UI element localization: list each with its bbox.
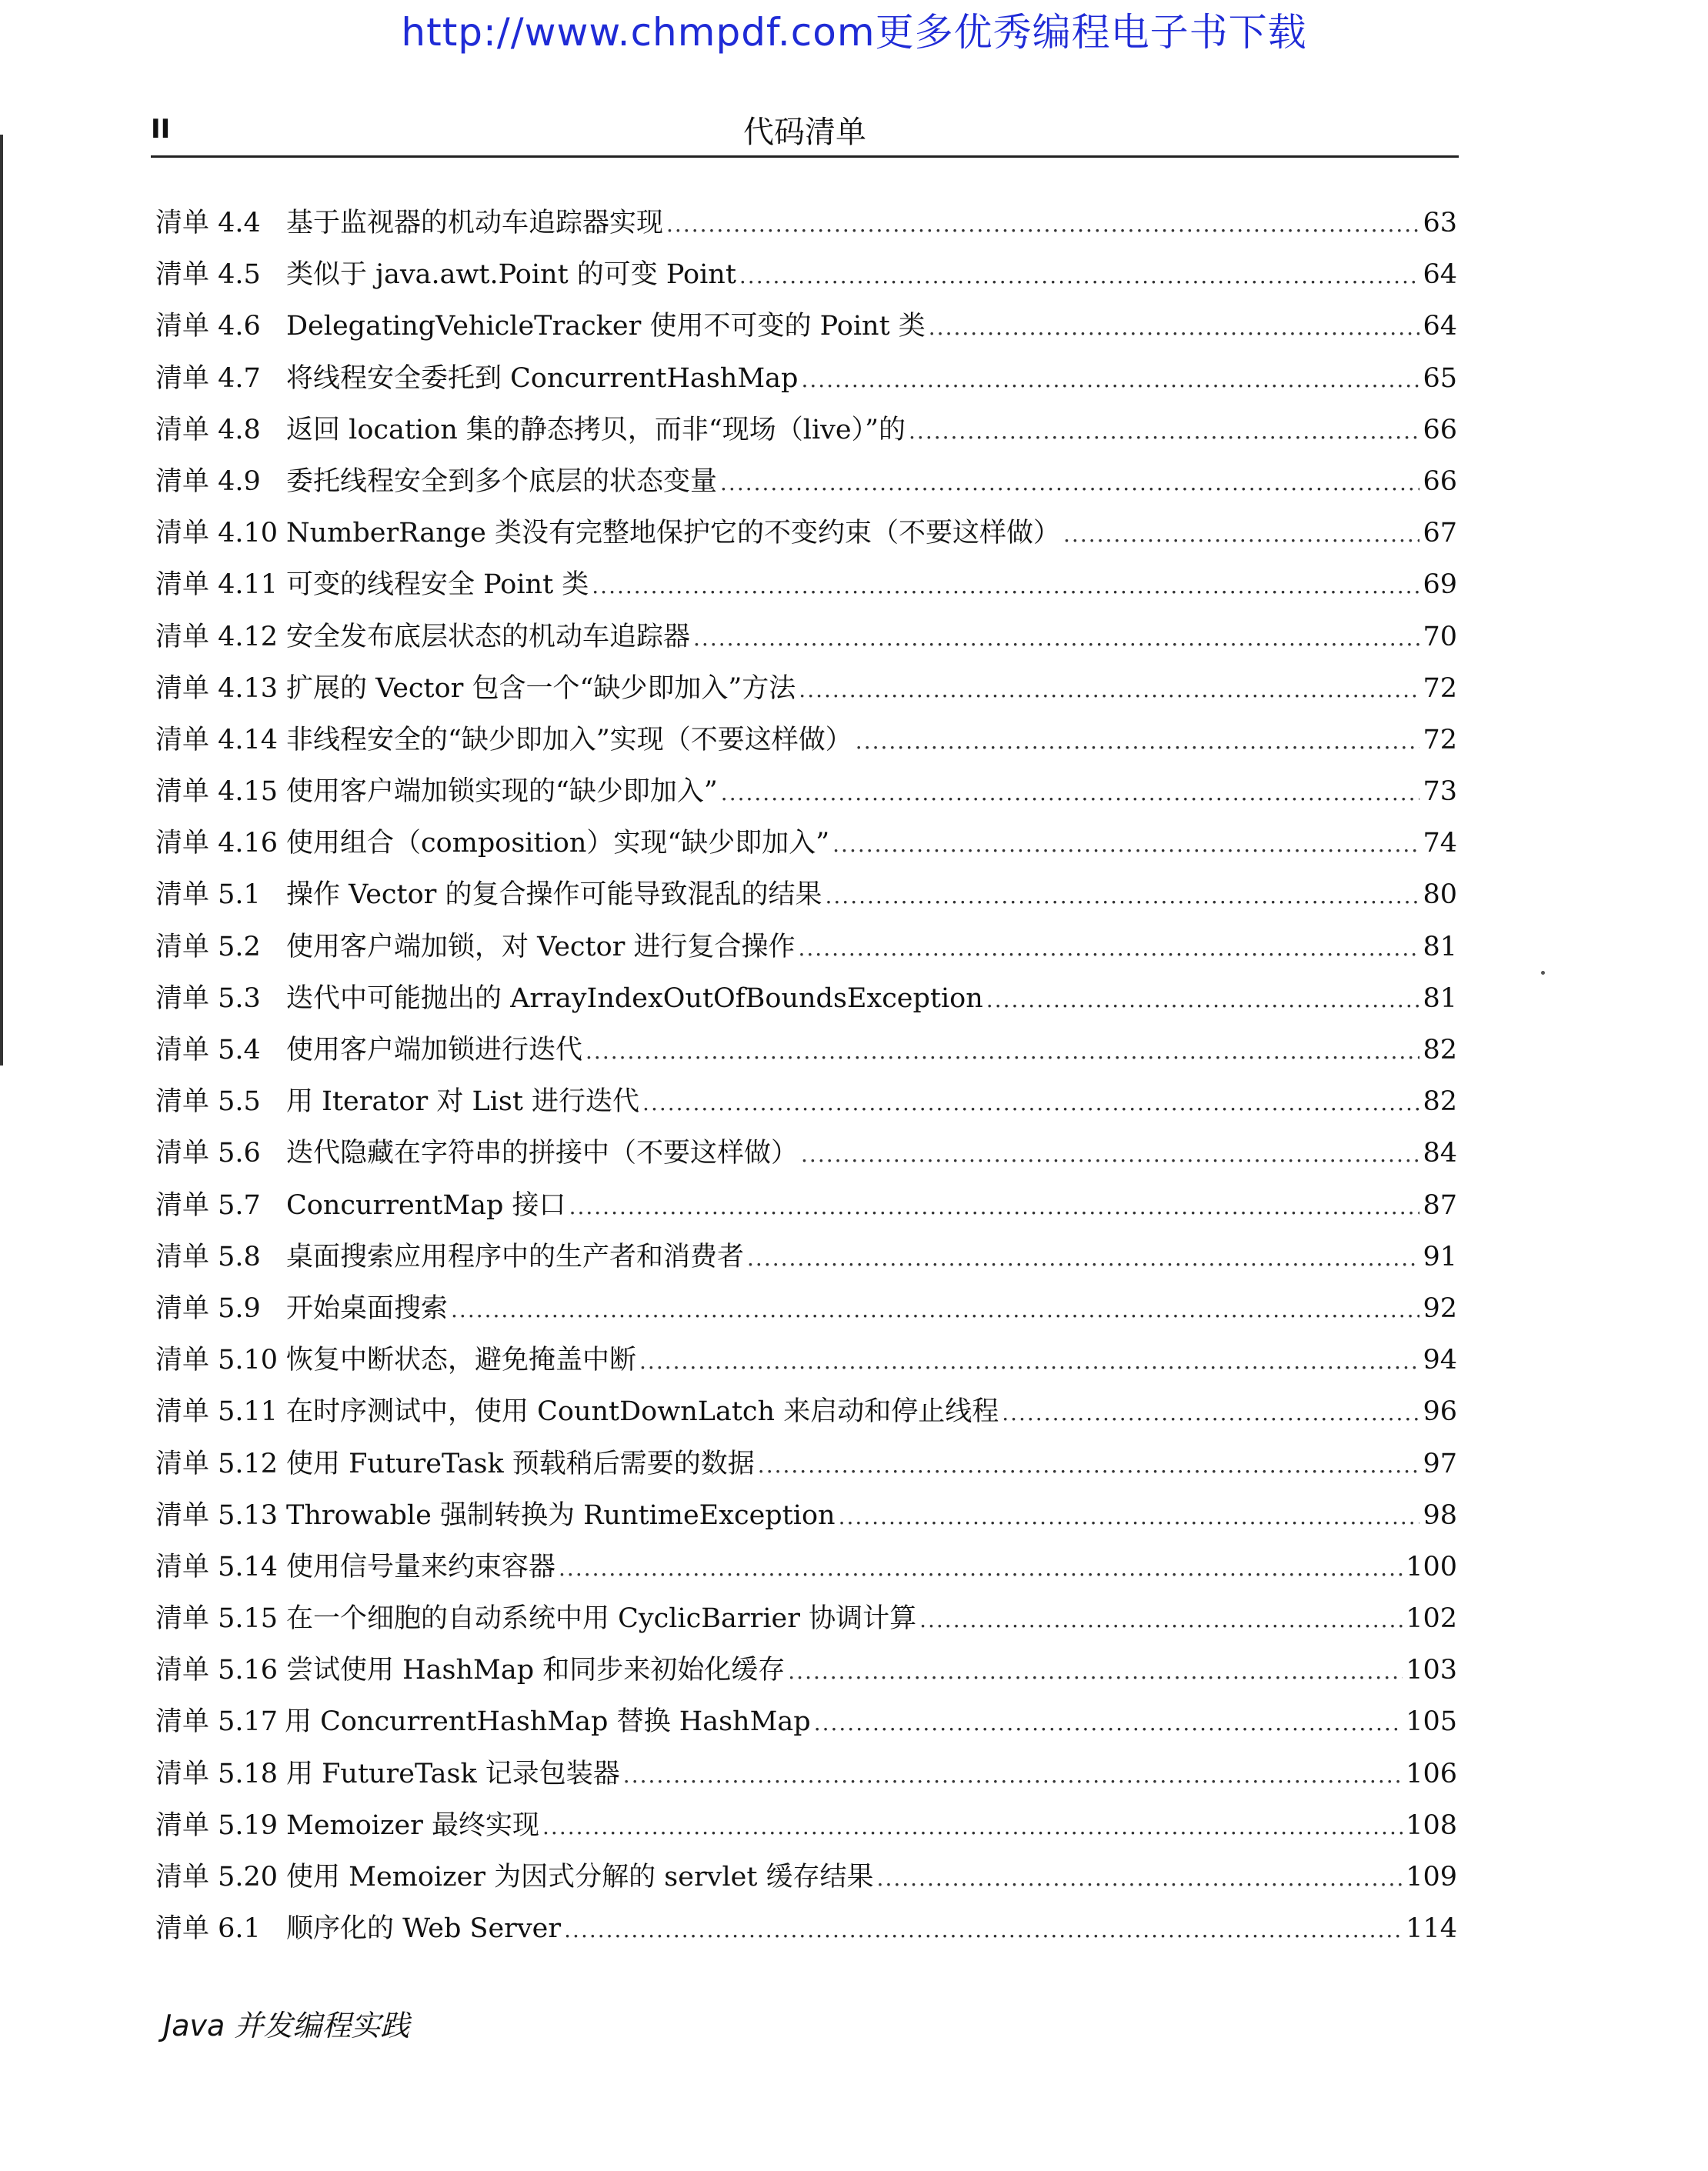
- toc-entry-page: 103: [1406, 1655, 1457, 1686]
- toc-entry: [155, 1700, 1457, 1752]
- toc-entry-page: 108: [1406, 1809, 1457, 1841]
- toc-entry-label: 清单 4.15: [155, 776, 279, 808]
- toc-entry-page: 91: [1423, 1241, 1457, 1272]
- toc-entry-page: 106: [1406, 1758, 1457, 1789]
- toc-entry: [155, 1029, 1457, 1080]
- dot-leader: [801, 367, 1419, 392]
- dot-leader: [747, 1246, 1419, 1271]
- toc-entry-label: 清单 5.20: [155, 1862, 279, 1893]
- toc-entry: [155, 770, 1457, 822]
- dot-leader: [919, 1607, 1403, 1632]
- dot-leader: [720, 470, 1419, 495]
- toc-entry-page: 81: [1423, 931, 1457, 962]
- toc-entry-page: 74: [1423, 828, 1457, 859]
- toc-entry-title: 恢复中断状态，避免掩盖中断: [286, 1345, 637, 1376]
- dot-leader: [826, 883, 1420, 909]
- toc-entry: [155, 1236, 1457, 1287]
- running-title: 代码清单: [743, 115, 866, 150]
- toc-entry-page: 65: [1423, 362, 1457, 394]
- toc-entry-label: 清单 5.3: [155, 982, 261, 1014]
- toc-entry-title: 使用客户端加锁进行迭代: [286, 1035, 583, 1065]
- toc-entry-label: 清单 5.16: [155, 1655, 279, 1686]
- toc-entry-title: 使用 FutureTask 预载稍后需要的数据: [286, 1448, 755, 1479]
- scan-edge-line: [0, 135, 3, 1065]
- dot-leader: [814, 1710, 1403, 1736]
- dot-leader: [666, 212, 1419, 237]
- toc-entry: [155, 977, 1457, 1029]
- toc-entry-label: 清单 5.11: [155, 1396, 279, 1428]
- toc-entry: [155, 822, 1457, 873]
- toc-entry-title: 顺序化的 Web Server: [286, 1913, 562, 1945]
- page-header: [151, 108, 1459, 157]
- toc-entry-title: Memoizer 最终实现: [286, 1809, 540, 1841]
- toc-entry: [155, 253, 1457, 305]
- toc-entry: [155, 1287, 1457, 1339]
- toc-entry: [155, 1907, 1457, 1959]
- toc-entry-page: 72: [1423, 672, 1457, 704]
- toc-entry-page: 82: [1423, 1086, 1457, 1118]
- toc-entry-title: 可变的线程安全 Point 类: [286, 569, 589, 601]
- watermark-url: http://www.chmpdf.com更多优秀编程电子书下载: [401, 10, 1307, 55]
- toc-entry-title: 操作 Vector 的复合操作可能导致混乱的结果: [286, 879, 822, 911]
- toc-entry-page: 67: [1423, 518, 1457, 549]
- toc-entry-title: 将线程安全委托到 ConcurrentHashMap: [286, 362, 799, 394]
- toc-entry-page: 96: [1423, 1396, 1457, 1428]
- toc-entry-page: 97: [1423, 1448, 1457, 1479]
- toc-entry-page: 80: [1423, 879, 1457, 911]
- toc-entry-title: NumberRange 类没有完整地保护它的不变约束（不要这样做）: [286, 518, 1061, 549]
- toc-entry: [155, 357, 1457, 409]
- toc-entry-page: 72: [1423, 724, 1457, 755]
- dot-leader: [856, 729, 1420, 754]
- toc-entry-title: 在时序测试中，使用 CountDownLatch 来启动和停止线程: [286, 1396, 999, 1428]
- toc-entry-page: 87: [1423, 1189, 1457, 1221]
- toc-entry-label: 清单 5.6: [155, 1138, 261, 1169]
- toc-entry-label: 清单 4.16: [155, 828, 279, 859]
- toc-entry-label: 清单 4.10: [155, 518, 279, 549]
- dot-leader: [801, 1142, 1419, 1167]
- toc-entry-page: 70: [1423, 621, 1457, 652]
- toc-entry-label: 清单 5.2: [155, 931, 261, 962]
- toc-entry-title: 使用客户端加锁实现的“缺少即加入”: [286, 776, 718, 808]
- toc-entry-title: 委托线程安全到多个底层的状态变量: [286, 465, 718, 497]
- toc-entry-title: 用 Iterator 对 List 进行迭代: [286, 1086, 640, 1118]
- toc-entry: [155, 1494, 1457, 1546]
- toc-entry: [155, 202, 1457, 253]
- dot-leader: [877, 1866, 1403, 1891]
- dot-leader: [564, 1917, 1403, 1943]
- toc-entry-title: 扩展的 Vector 包含一个“缺少即加入”方法: [286, 672, 796, 704]
- toc-entry-label: 清单 4.6: [155, 311, 261, 342]
- dot-leader: [929, 315, 1420, 340]
- dot-leader: [986, 987, 1420, 1012]
- toc-entry-page: 64: [1423, 259, 1457, 291]
- toc-entry-title: 在一个细胞的自动系统中用 CyclicBarrier 协调计算: [286, 1603, 917, 1635]
- toc-entry-page: 98: [1423, 1499, 1457, 1531]
- dot-leader: [832, 832, 1419, 857]
- toc-entry-label: 清单 4.4: [155, 208, 261, 238]
- dot-leader: [639, 1349, 1419, 1374]
- toc-entry-title: 用 ConcurrentHashMap 替换 HashMap: [285, 1706, 811, 1738]
- toc-entry-page: 105: [1406, 1706, 1457, 1738]
- toc-entry-label: 清单 5.19: [155, 1809, 279, 1841]
- toc-entry-page: 109: [1406, 1862, 1457, 1893]
- toc-entry: [155, 719, 1457, 770]
- toc-entry-title: 使用客户端加锁，对 Vector 进行复合操作: [286, 931, 796, 962]
- toc-entry: [155, 1442, 1457, 1494]
- toc-entry-title: Throwable 强制转换为 RuntimeException: [286, 1499, 836, 1531]
- toc-entry-title: 使用组合（composition）实现“缺少即加入”: [286, 828, 830, 859]
- toc-entry-label: 清单 4.12: [155, 621, 279, 652]
- toc-entry-page: 84: [1423, 1138, 1457, 1169]
- toc-entry-label: 清单 4.9: [155, 465, 261, 497]
- toc-entry-label: 清单 5.13: [155, 1499, 279, 1531]
- toc-entry-title: 安全发布底层状态的机动车追踪器: [286, 621, 691, 652]
- toc-entry: [155, 873, 1457, 925]
- toc-entry-page: 69: [1423, 569, 1457, 601]
- dot-leader: [1002, 1400, 1419, 1426]
- toc-entry-label: 清单 5.17: [155, 1706, 279, 1738]
- toc-entry-page: 100: [1406, 1551, 1457, 1582]
- toc-entry: [155, 667, 1457, 719]
- toc-entry-label: 清单 5.9: [155, 1292, 261, 1324]
- dot-leader: [758, 1452, 1420, 1478]
- toc-entry-page: 92: [1423, 1292, 1457, 1324]
- toc-entry-label: 清单 4.13: [155, 672, 279, 704]
- toc-entry: [155, 409, 1457, 460]
- scan-speck: [1541, 971, 1545, 975]
- toc-entry: [155, 1752, 1457, 1804]
- toc-entry-page: 73: [1423, 776, 1457, 808]
- toc-entry-title: ConcurrentMap 接口: [286, 1189, 566, 1221]
- toc-entry: [155, 1080, 1457, 1132]
- toc-entry: [155, 512, 1457, 563]
- toc-entry-title: 迭代中可能抛出的 ArrayIndexOutOfBoundsException: [286, 982, 983, 1014]
- toc-entry-label: 清单 4.7: [155, 362, 261, 394]
- dot-leader: [569, 1194, 1420, 1219]
- toc-entry: [155, 460, 1457, 512]
- toc-entry-page: 82: [1423, 1035, 1457, 1065]
- toc-entry-label: 清单 5.15: [155, 1603, 279, 1635]
- dot-leader: [799, 677, 1419, 702]
- toc-entry-title: 使用 Memoizer 为因式分解的 servlet 缓存结果: [286, 1862, 874, 1893]
- toc-entry-label: 清单 5.7: [155, 1189, 261, 1221]
- dot-leader: [542, 1814, 1403, 1839]
- toc-entry-label: 清单 5.10: [155, 1345, 279, 1376]
- dot-leader: [721, 780, 1420, 805]
- dot-leader: [788, 1659, 1403, 1684]
- toc-entry-title: 开始桌面搜索: [286, 1292, 449, 1324]
- toc-entry-page: 114: [1406, 1913, 1457, 1945]
- toc-entry-label: 清单 5.12: [155, 1448, 279, 1479]
- toc-entry-page: 81: [1423, 982, 1457, 1014]
- dot-leader: [839, 1504, 1420, 1529]
- book-title: Java 并发编程实践: [163, 2009, 410, 2043]
- toc-entry: [155, 1804, 1457, 1856]
- page-number: II: [151, 114, 171, 145]
- toc-entry-title: DelegatingVehicleTracker 使用不可变的 Point 类: [286, 311, 926, 342]
- toc-entry-title: 返回 location 集的静态拷贝，而非“现场（live）”的: [286, 414, 906, 445]
- toc-entry-page: 66: [1423, 465, 1457, 497]
- toc-entry: [155, 1597, 1457, 1649]
- toc-entry: [155, 925, 1457, 977]
- toc-entry-title: 尝试使用 HashMap 和同步来初始化缓存: [286, 1655, 786, 1686]
- toc-entry-label: 清单 4.5: [155, 259, 261, 291]
- toc-entry-label: 清单 5.14: [155, 1551, 279, 1582]
- toc-entry-label: 清单 5.8: [155, 1241, 261, 1272]
- toc-entry-page: 66: [1423, 414, 1457, 445]
- toc-entry-label: 清单 4.11: [155, 569, 279, 601]
- dot-leader: [559, 1556, 1403, 1581]
- toc-entry-label: 清单 5.4: [155, 1035, 261, 1065]
- dot-leader: [909, 419, 1419, 444]
- toc-entry-page: 63: [1423, 208, 1457, 238]
- toc-entry-page: 94: [1423, 1345, 1457, 1376]
- toc-entry-label: 清单 4.8: [155, 414, 261, 445]
- toc-entry: [155, 1132, 1457, 1183]
- dot-leader: [451, 1297, 1419, 1322]
- dot-leader: [799, 935, 1420, 961]
- toc-entry: [155, 1856, 1457, 1907]
- toc-entry-title: 使用信号量来约束容器: [286, 1551, 556, 1582]
- toc-entry-label: 清单 6.1: [155, 1913, 261, 1945]
- toc-entry-title: 非线程安全的“缺少即加入”实现（不要这样做）: [286, 724, 852, 755]
- listing-index: [155, 202, 1457, 1959]
- dot-leader: [739, 263, 1420, 288]
- dot-leader: [585, 1039, 1419, 1064]
- toc-entry-label: 清单 5.5: [155, 1086, 261, 1118]
- dot-leader: [642, 1090, 1419, 1116]
- toc-entry: [155, 563, 1457, 615]
- toc-entry-page: 102: [1406, 1603, 1457, 1635]
- toc-entry: [155, 1339, 1457, 1390]
- dot-leader: [592, 573, 1419, 599]
- toc-entry: [155, 1649, 1457, 1700]
- toc-entry-title: 桌面搜索应用程序中的生产者和消费者: [286, 1241, 745, 1272]
- toc-entry: [155, 1390, 1457, 1442]
- toc-entry-label: 清单 5.18: [155, 1758, 279, 1789]
- dot-leader: [623, 1762, 1403, 1788]
- dot-leader: [693, 625, 1419, 651]
- toc-entry-title: 基于监视器的机动车追踪器实现: [286, 208, 664, 238]
- header-rule: [151, 155, 1459, 158]
- toc-entry: [155, 615, 1457, 667]
- toc-entry: [155, 1546, 1457, 1597]
- toc-entry-page: 64: [1423, 311, 1457, 342]
- toc-entry-title: 类似于 java.awt.Point 的可变 Point: [286, 259, 736, 291]
- toc-entry-title: 迭代隐藏在字符串的拼接中（不要这样做）: [286, 1138, 799, 1169]
- dot-leader: [1063, 522, 1419, 547]
- toc-entry-label: 清单 4.14: [155, 724, 279, 755]
- toc-entry: [155, 305, 1457, 356]
- toc-entry-label: 清单 5.1: [155, 879, 261, 911]
- toc-entry-title: 用 FutureTask 记录包装器: [286, 1758, 620, 1789]
- toc-entry: [155, 1184, 1457, 1236]
